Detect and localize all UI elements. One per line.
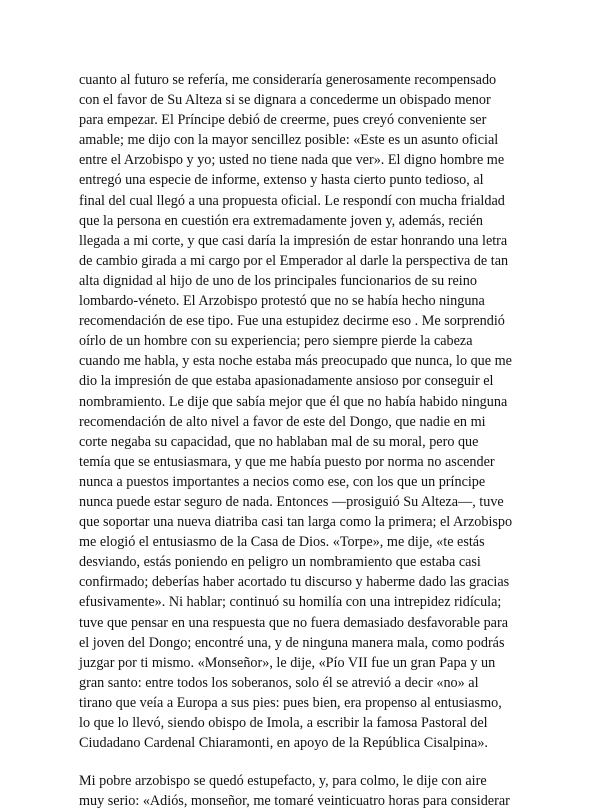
text-line: alta dignidad al hijo de uno de los principales funcionarios de su reino (79, 272, 477, 289)
text-line: lo que lo llevó, siendo obispo de Imola, a escribir la famosa Pastoral del (79, 715, 488, 731)
text-line: me elogió el entusiasmo de la Casa de Dios. «Torpe», me dije, «te estás (79, 534, 485, 551)
text-line: gran santo: entre todos los soberanos, solo él se atrevió a decir «no» al (79, 674, 479, 691)
document-page (79, 70, 527, 811)
text-line: juzgar por ti mismo. «Monseñor», le dije, «Pío VII fue un gran Papa y un (79, 654, 496, 671)
document-body (79, 70, 527, 811)
text-line: entregó una especie de informe, extenso y hasta cierto punto tedioso, al (79, 172, 484, 189)
text-line: lombardo-véneto. El Arzobispo protestó que no se había hecho ninguna (79, 293, 485, 310)
text-line: dio la impresión de que estaba apasionadamente ansioso por conseguir el (79, 373, 494, 390)
text-line: Mi pobre arzobispo se quedó estupefacto, y, para colmo, le dije con aire (79, 773, 487, 790)
text-line: Ciudadano Cardenal Chiaramonti, en apoyo de la República Cisalpina». (79, 735, 488, 752)
text-line: que la persona en cuestión era extremadamente joven y, además, recién (79, 212, 484, 229)
text-line: que soportar una nueva diatriba casi tan larga como la primera; el Arzobispo (79, 514, 513, 531)
text-line: de cambio girada a mi cargo por el Emperador al darle la perspectiva de tan (79, 252, 509, 269)
text-line: recomendación de ese tipo. Fue una estupidez decirme eso . Me sorprendió (79, 313, 505, 330)
paragraph-gap (79, 753, 527, 771)
text-line: amable; me dijo con la mayor sencillez posible: «Este es un asunto oficial (79, 132, 499, 149)
text-line: muy serio: «Adiós, monseñor, me tomaré veinticuatro horas para considerar (79, 793, 510, 810)
text-line: cuanto al futuro se refería, me consideraría generosamente recompensado (79, 72, 497, 88)
text-line: final del cual llegó a una propuesta oficial. Le respondí con mucha frialdad (79, 192, 505, 209)
text-line: con el favor de Su Alteza si se dignara a concederme un obispado menor (79, 92, 491, 109)
text-line: efusivamente». Ni hablar; continuó su homilía con una intrepidez ridícula; (79, 594, 502, 611)
text-line: tuve que pensar en una respuesta que no fuera demasiado desfavorable para (79, 614, 508, 631)
text-line: temía que se entusiasmara, y que me había puesto por norma no ascender (79, 453, 495, 470)
text-line: llegada a mi corte, y que casi daría la impresión de estar honrando una letra (79, 232, 508, 249)
text-line: desviando, estás poniendo en peligro un nombramiento que estaba casi (79, 554, 481, 571)
text-line: para empezar. El Príncipe debió de creerme, pues creyó conveniente ser (79, 112, 487, 129)
text-line: entre el Arzobispo y yo; usted no tiene nada que ver». El digno hombre me (79, 152, 505, 169)
paragraph (79, 771, 527, 811)
text-line: corte negaba su capacidad, que no hablaban mal de su moral, pero que (79, 433, 479, 450)
text-line: nombramiento. Le dije que sabía mejor que él que no había habido ninguna (79, 393, 508, 410)
text-line: el joven del Dongo; encontré una, y de ninguna manera mala, como podrás (79, 634, 505, 651)
text-line: nunca puede estar seguro de nada. Entonces —prosiguió Su Alteza—, tuve (79, 493, 504, 510)
paragraph (79, 70, 527, 753)
text-line: nunca a puestos importantes a necios como ese, con los que un príncipe (79, 473, 486, 490)
text-line: tirano que veía a Europa a sus pies: pues bien, era propenso al entusiasmo, (79, 694, 502, 711)
text-line: oírlo de un hombre con su experiencia; pero siempre pierde la cabeza (79, 333, 473, 350)
text-line: recomendación de alto nivel a favor de este del Dongo, que nadie en mi (79, 413, 486, 430)
text-line: confirmado; deberías haber acortado tu discurso y haberme dado las gracias (79, 574, 510, 591)
text-line: cuando me habla, y esta noche estaba más preocupado que nunca, lo que me (79, 353, 512, 370)
